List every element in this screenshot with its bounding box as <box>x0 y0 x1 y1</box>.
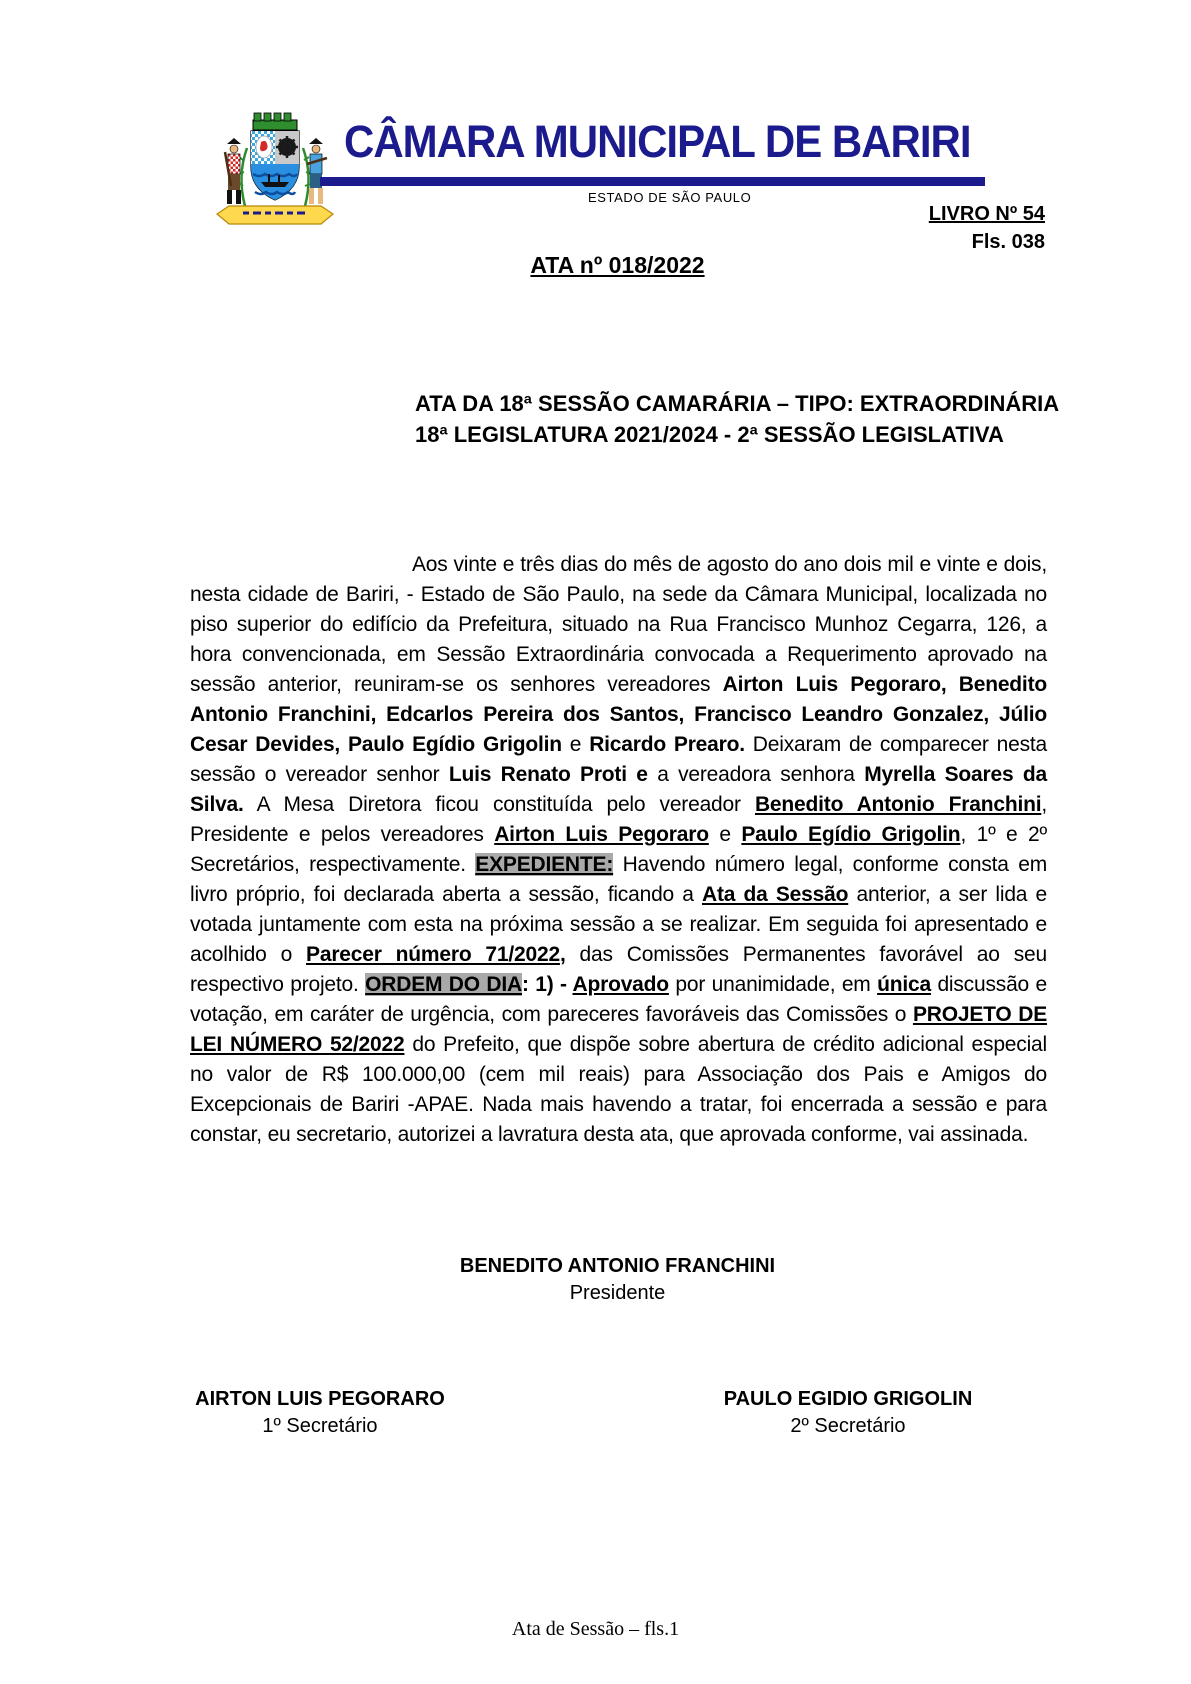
minutes-body-paragraph <box>190 550 1047 1150</box>
signature-president <box>190 1253 1045 1307</box>
signature-first-secretary <box>170 1386 470 1440</box>
body-text-segment: EXPEDIENTE: <box>475 853 614 876</box>
signature-first-secretary-name: AIRTON LUIS PEGORARO <box>195 1388 445 1410</box>
body-text-segment: Paulo Egídio Grigolin <box>741 823 961 846</box>
signature-first-secretary-role: 1º Secretário <box>262 1415 378 1437</box>
body-text-segment: Airton Luis Pegoraro <box>494 823 709 846</box>
body-text-segment: Aos vinte e três dias do mês de agosto do ano dois mil e vinte e dois, nesta cidade de Bariri, - Estado de São Paulo, na sede da Câmara Municipal, localizada no piso superior do edifício da Prefeitura, situado na Rua Francisco Munhoz Cegarra, 126, a hora convencionada, em Sessão Extraordinária convocada a Requerimento aprovado na sessão anterior, reuniram-se os senhores vereadores <box>190 553 1047 696</box>
org-subtitle: ESTADO DE SÃO PAULO <box>588 190 752 205</box>
body-text-segment: , 1º e 2º Secretários, respectivamente. <box>190 823 1048 876</box>
body-text-segment: 1) - <box>535 973 573 996</box>
session-subtitle-line2: 18ª LEGISLATURA 2021/2024 - 2ª SESSÃO LEGISLATIVA <box>415 422 1004 447</box>
body-text-segment: das Comissões Permanentes favorável ao seu respectivo projeto. <box>190 943 1047 996</box>
header-divider-bar <box>320 177 985 186</box>
body-text-segment: Aprovado <box>572 973 669 996</box>
body-text-segment: Airton Luis Pegoraro, Benedito Antonio Franchini, Edcarlos Pereira dos Santos, Francisco Leandro Gonzalez, Júlio Cesar Devides, Paulo Egídio Grigolin <box>190 673 1047 756</box>
document-title: ATA nº 018/2022 <box>530 252 705 278</box>
body-text-segment: e <box>708 823 742 846</box>
body-text-segment: Deixaram de comparecer nesta sessão o vereador senhor <box>190 733 1048 786</box>
coat-of-arms-icon <box>213 104 337 232</box>
signature-second-secretary-name: PAULO EGIDIO GRIGOLIN <box>723 1388 973 1410</box>
body-text-segment: Havendo número legal, conforme consta em livro próprio, foi declarada aberta a sessão, ficando a <box>190 853 1047 906</box>
body-text-segment: , Presidente e pelos vereadores <box>190 793 1047 846</box>
body-text-segment: a vereadora senhora <box>647 763 865 786</box>
signature-president-name: BENEDITO ANTONIO FRANCHINI <box>459 1255 776 1277</box>
body-text-segment: discussão e votação, em caráter de urgência, com pareceres favoráveis das Comissões o <box>190 973 1047 1026</box>
body-text-segment: PROJETO DE LEI NÚMERO 52/2022 <box>190 1003 1048 1056</box>
body-text-segment: Luis Renato Proti e <box>448 763 648 786</box>
body-text-segment: por unanimidade, em <box>668 973 878 996</box>
session-subtitle-line1: ATA DA 18ª SESSÃO CAMARÁRIA – TIPO: EXTRAORDINÁRIA <box>415 391 1060 416</box>
signature-second-secretary <box>698 1386 998 1440</box>
body-text-segment: ORDEM DO DIA <box>365 973 522 996</box>
body-text-segment: Myrella Soares da Silva. <box>190 763 1047 816</box>
page-footer: Ata de Sessão – fls.1 <box>511 1618 680 1640</box>
body-text-segment: Ricardo Prearo. <box>589 733 745 756</box>
body-text-segment: Parecer número 71/2022 <box>306 943 560 966</box>
body-text-segment: e <box>561 733 590 756</box>
session-subtitle <box>415 388 1059 450</box>
org-name: CÂMARA MUNICIPAL DE BARIRI <box>344 116 971 167</box>
signature-president-role: Presidente <box>569 1282 666 1304</box>
sheet-number: Fls. 038 <box>971 231 1045 253</box>
body-text-segment: : <box>521 973 536 996</box>
body-text-segment: do Prefeito, que dispõe sobre abertura de crédito adicional especial no valor de R$ 100.000,00 (cem mil reais) para Associação dos Pais e Amigos do Excepcionais de Bariri -APAE. Nada mais havendo a tratar, foi encerrada a sessão e para constar, eu secretario, autorizei a lavratura desta ata, que aprovada conforme, vai assinada. <box>190 1033 1047 1146</box>
body-text-segment: A Mesa Diretora ficou constituída pelo vereador <box>243 793 755 816</box>
body-text-segment: , <box>559 943 566 966</box>
body-text-segment: Ata da Sessão <box>702 883 849 906</box>
signature-second-secretary-role: 2º Secretário <box>790 1415 906 1437</box>
body-text-segment: Benedito Antonio Franchini <box>754 793 1042 816</box>
book-number: LIVRO Nº 54 <box>928 203 1045 225</box>
body-text-segment: única <box>877 973 931 996</box>
body-text-segment: anterior, a ser lida e votada juntamente com esta na próxima sessão a se realizar. Em seguida foi apresentado e acolhido o <box>190 883 1048 966</box>
book-reference <box>929 200 1045 256</box>
